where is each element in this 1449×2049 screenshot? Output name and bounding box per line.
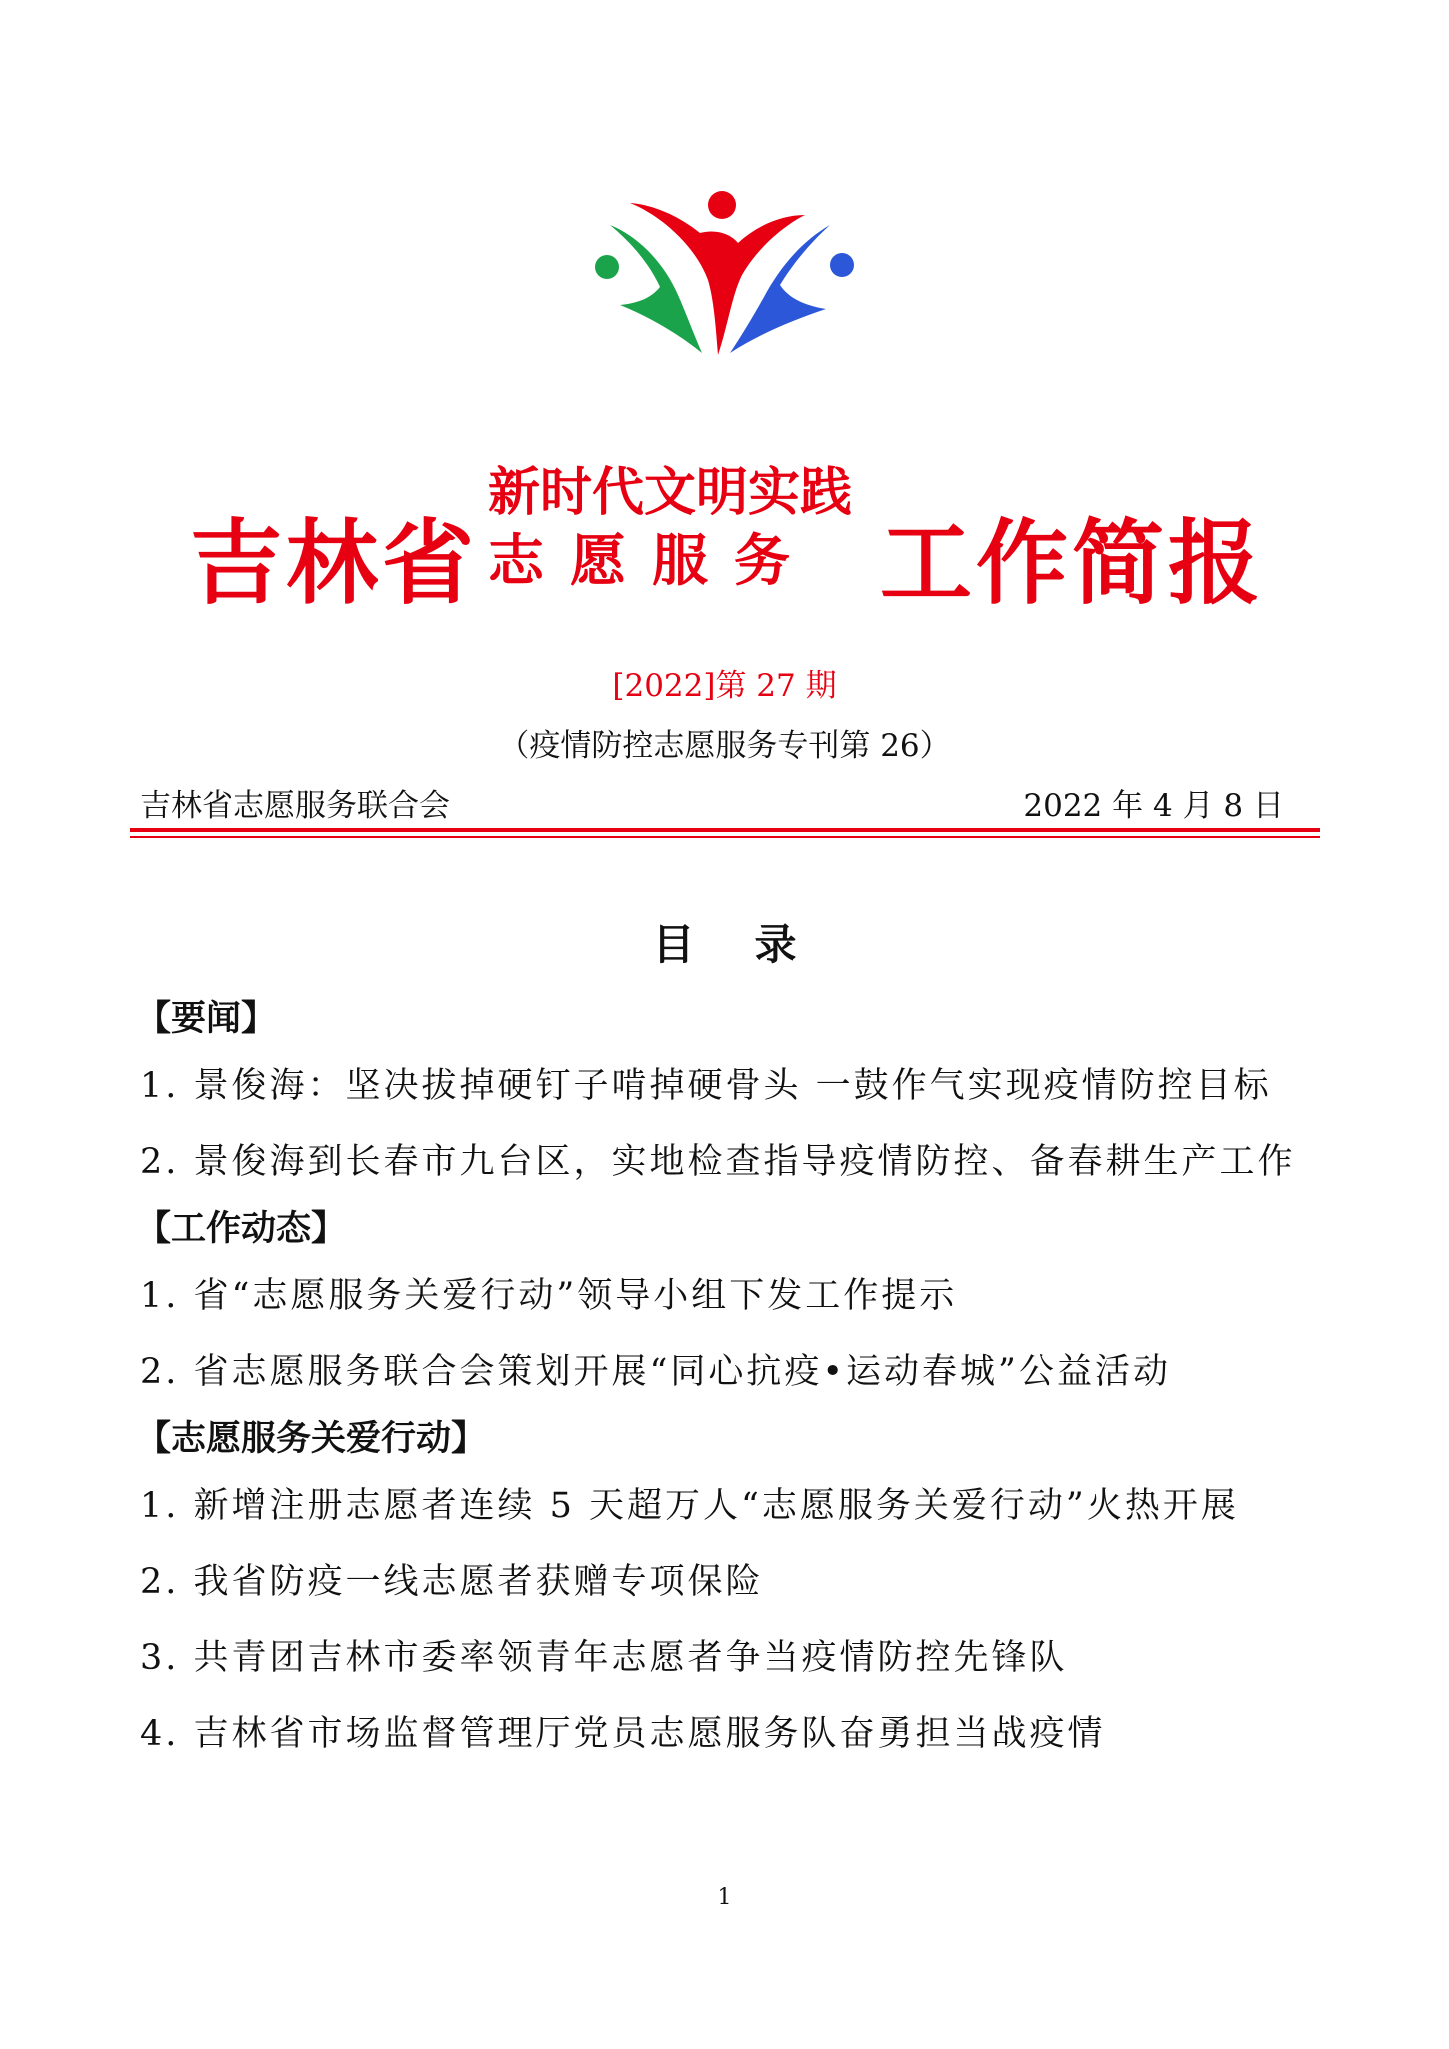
toc-item[interactable]: 2. 景俊海到长春市九台区，实地检查指导疫情防控、备春耕生产工作	[140, 1142, 1296, 1182]
volunteer-logo	[590, 185, 860, 360]
toc-item[interactable]: 1. 省“志愿服务关爱行动”领导小组下发工作提示	[140, 1276, 958, 1316]
table-of-contents	[136, 990, 1340, 1772]
publish-date: 2022 年 4 月 8 日	[1023, 788, 1284, 824]
masthead-middle	[488, 460, 858, 598]
masthead-province: 吉林省	[190, 510, 479, 617]
toc-item[interactable]: 4. 吉林省市场监督管理厅党员志愿服务队奋勇担当战疫情	[140, 1714, 1106, 1754]
masthead-bulletin: 工作简报	[880, 510, 1265, 617]
logo-green-head	[595, 255, 619, 279]
masthead-middle-line2: 志愿服务	[488, 529, 816, 594]
section-heading-news: 【要闻】	[136, 999, 277, 1039]
logo-blue-head	[830, 253, 854, 277]
toc-title: 目录	[652, 920, 857, 969]
section-heading-work-updates: 【工作动态】	[136, 1209, 347, 1249]
page-number: 1	[717, 1885, 732, 1910]
special-issue-label: （疫情防控志愿服务专刊第 26）	[498, 728, 951, 764]
header-rule-thick	[130, 828, 1320, 832]
toc-item[interactable]: 1. 景俊海：坚决拔掉硬钉子啃掉硬骨头 一鼓作气实现疫情防控目标	[140, 1066, 1272, 1106]
logo-red-head	[708, 191, 736, 219]
masthead-middle-line1: 新时代文明实践	[488, 463, 853, 523]
masthead	[0, 460, 1449, 620]
toc-item[interactable]: 1. 新增注册志愿者连续 5 天超万人“志愿服务关爱行动”火热开展	[140, 1486, 1239, 1526]
section-heading-care-action: 【志愿服务关爱行动】	[136, 1419, 487, 1459]
toc-item[interactable]: 2. 省志愿服务联合会策划开展“同心抗疫•运动春城”公益活动	[140, 1352, 1171, 1392]
publisher-name: 吉林省志愿服务联合会	[140, 788, 450, 824]
toc-item[interactable]: 2. 我省防疫一线志愿者获赠专项保险	[140, 1562, 764, 1602]
issue-number: [2022]第 27 期	[612, 668, 837, 704]
toc-item[interactable]: 3. 共青团吉林市委率领青年志愿者争当疫情防控先锋队	[140, 1638, 1068, 1678]
header-rule-thin	[130, 836, 1320, 838]
